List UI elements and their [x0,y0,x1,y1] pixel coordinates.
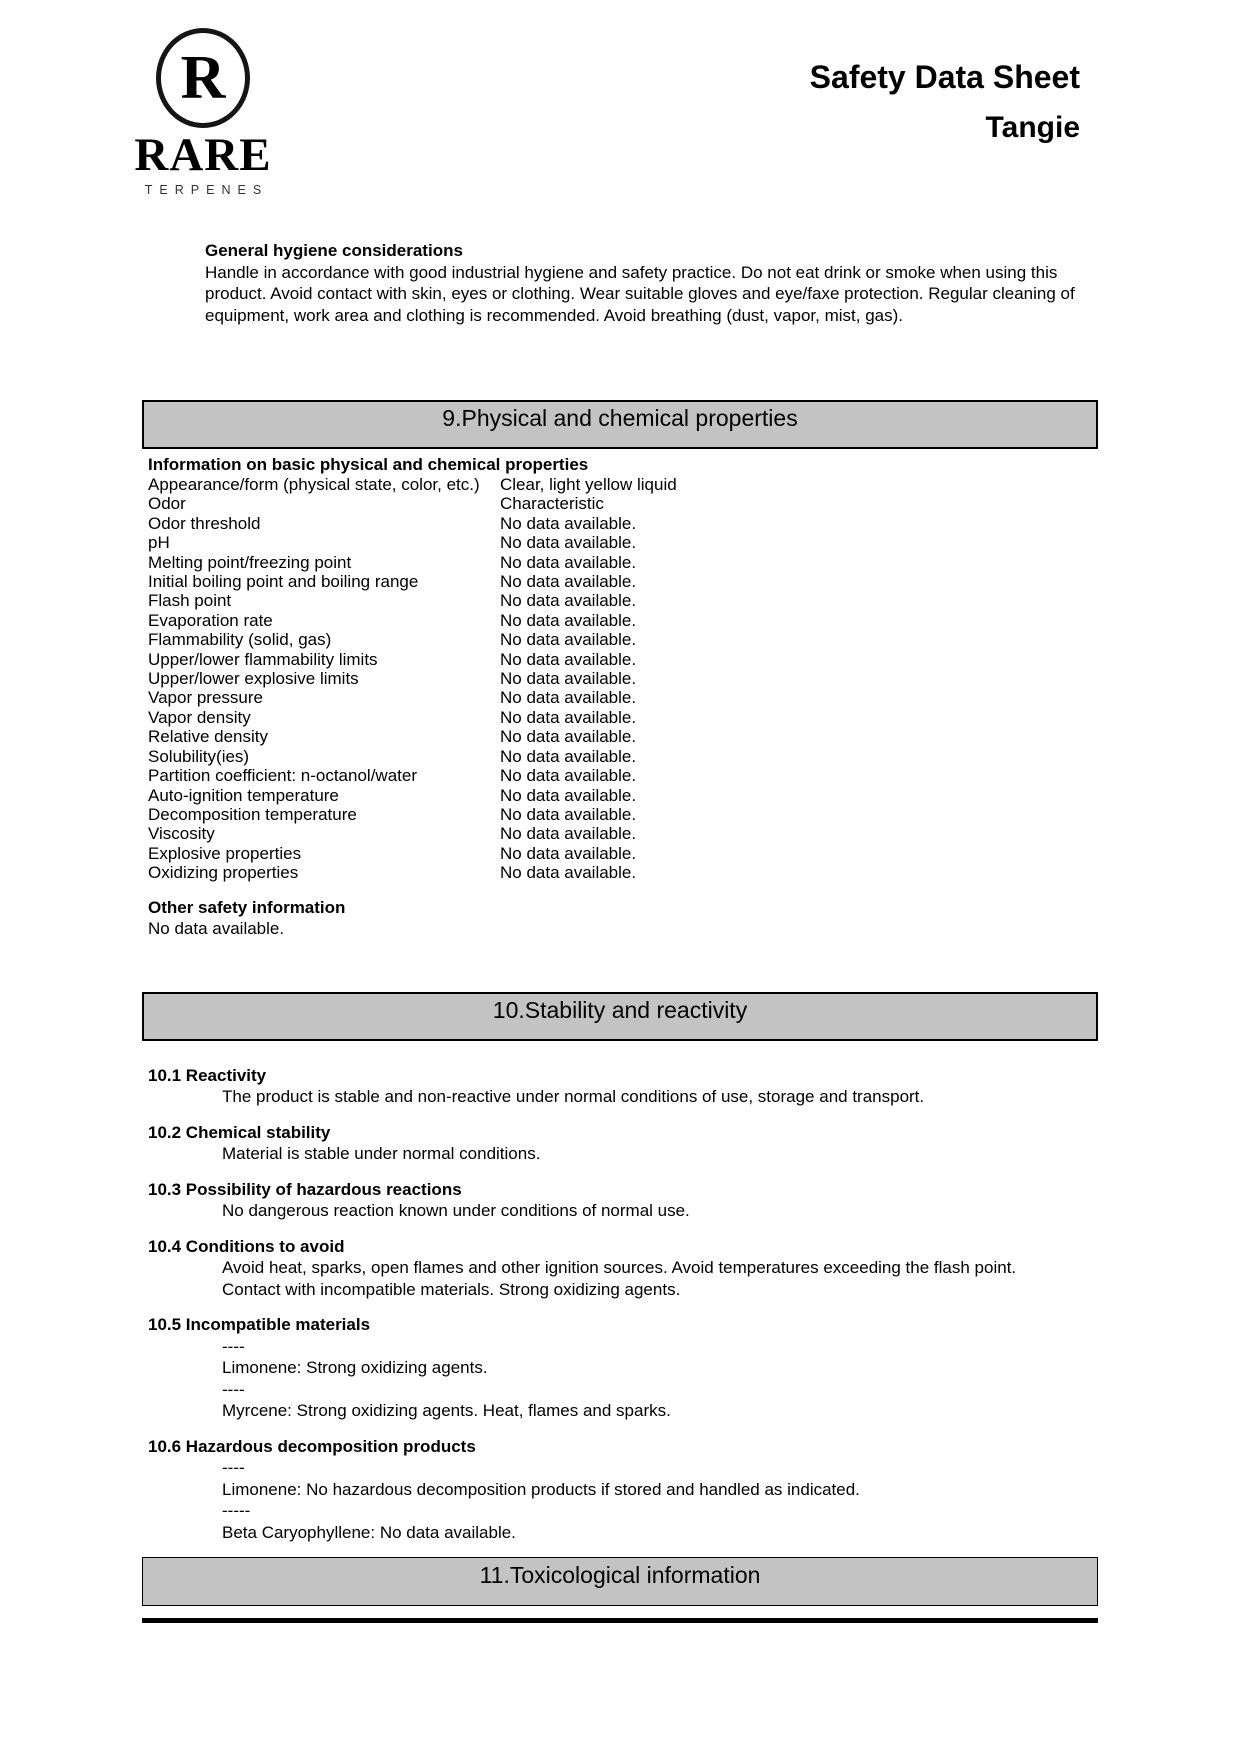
subsection-body [222,1336,1100,1422]
document-title: Safety Data Sheet [809,59,1080,95]
subsection-body [222,1257,1100,1300]
property-row [148,630,1100,649]
property-row [148,572,1100,591]
section-9-title: 9.Physical and chemical properties [442,405,798,431]
property-value: Clear, light yellow liquid [500,475,677,494]
section-10-content [148,1065,1100,1544]
property-label: Auto-ignition temperature [148,785,339,805]
property-label: Vapor pressure [148,688,263,708]
property-row [148,844,1100,863]
hygiene-heading: General hygiene considerations [205,241,463,260]
footer-divider-line [142,1618,1098,1623]
subsection-text-line: No dangerous reaction known under conditions of normal use. [222,1201,690,1221]
subsection-text-line: Avoid heat, sparks, open flames and other ignition sources. Avoid temperatures exceeding the flash point. [222,1258,1017,1278]
property-row [148,786,1100,805]
subsection-body [222,1200,1100,1222]
subsection-text-line: Myrcene: Strong oxidizing agents. Heat, flames and sparks. [222,1401,671,1421]
property-label: Odor threshold [148,513,261,533]
property-row [148,824,1100,843]
property-row [148,533,1100,552]
property-label: Explosive properties [148,843,302,863]
property-value: No data available. [500,824,637,844]
property-row [148,611,1100,630]
property-value: No data available. [500,863,637,883]
logo-letter: R [180,44,226,112]
property-value: No data available. [500,513,637,533]
subsection-heading: 10.6 Hazardous decomposition products [148,1436,476,1456]
property-value: No data available. [500,785,637,805]
subsection-text-line: Limonene: Strong oxidizing agents. [222,1358,488,1378]
other-safety-info-value: No data available. [148,918,285,938]
property-label: Viscosity [148,824,215,844]
property-row [148,688,1100,707]
logo-r-icon [156,28,250,128]
property-row [148,591,1100,610]
product-name: Tangie [985,111,1080,145]
subsection-heading: 10.1 Reactivity [148,1065,267,1085]
property-value: No data available. [500,766,637,786]
subsection-heading: 10.3 Possibility of hazardous reactions [148,1179,462,1199]
subsection [148,1314,1100,1422]
property-row [148,805,1100,824]
subsection-text-line: The product is stable and non-reactive under normal conditions of use, storage and transport. [222,1087,925,1107]
property-value: No data available. [500,688,637,708]
subsection-heading: 10.4 Conditions to avoid [148,1236,345,1256]
property-label: Solubility(ies) [148,746,250,766]
property-value: No data available. [500,591,637,611]
property-label: Initial boiling point and boiling range [148,572,419,592]
property-label: Relative density [148,727,269,747]
property-row [148,514,1100,533]
property-label: pH [148,533,170,553]
property-row [148,747,1100,766]
subsection [148,1236,1100,1301]
section-9-header-bar [142,400,1098,449]
property-value: No data available. [500,630,637,650]
physical-properties-table [148,475,1100,883]
section-11-header-bar [142,1557,1098,1606]
property-value: No data available. [500,649,637,669]
logo-subtitle-text: TERPENES [144,183,269,197]
property-value: No data available. [500,610,637,630]
subsection-heading: 10.5 Incompatible materials [148,1315,371,1335]
property-value: No data available. [500,804,637,824]
subsection-text-line: Beta Caryophyllene: No data available. [222,1522,516,1542]
property-row [148,553,1100,572]
property-value: No data available. [500,552,637,572]
property-label: Flash point [148,591,232,611]
property-label: Appearance/form (physical state, color, etc.) [148,475,480,494]
subsection-text-line: Contact with incompatible materials. Strong oxidizing agents. [222,1279,681,1299]
subsection-text-line: Limonene: No hazardous decomposition products if stored and handled as indicated. [222,1479,860,1499]
subsection-text-line: ---- [222,1336,245,1356]
document-title-block [810,60,1080,144]
property-row [148,708,1100,727]
property-value: No data available. [500,843,637,863]
property-label: Evaporation rate [148,610,273,630]
logo-brand-text: RARE [134,129,272,181]
subsection [148,1122,1100,1165]
section-11-title: 11.Toxicological information [479,1562,761,1589]
property-value: No data available. [500,572,637,592]
subsection-text-line: ---- [222,1379,245,1399]
property-row [148,475,1100,494]
section-10-title: 10.Stability and reactivity [492,996,748,1023]
property-label: Partition coefficient: n-octanol/water [148,766,417,786]
section-10-header-bar [142,992,1098,1041]
subsection-body [222,1457,1100,1543]
property-label: Flammability (solid, gas) [148,630,332,650]
property-value: Characteristic [500,494,604,514]
subsection-body [222,1086,1100,1108]
section-9-subheading: Information on basic physical and chemical properties [148,455,589,474]
property-label: Melting point/freezing point [148,552,352,572]
property-row [148,727,1100,746]
subsection-text-line: ----- [222,1501,251,1521]
property-label: Oxidizing properties [148,863,299,883]
property-value: No data available. [500,746,637,766]
subsection [148,1179,1100,1222]
property-row [148,669,1100,688]
property-label: Vapor density [148,707,251,727]
section-9-content [148,454,1100,939]
property-row [148,863,1100,882]
property-label: Odor [148,494,186,514]
property-row [148,766,1100,785]
subsection-heading: 10.2 Chemical stability [148,1122,331,1142]
hygiene-body-text: Handle in accordance with good industrial hygiene and safety practice. Do not eat drink or smoke when using this product. Avoid contact with skin, eyes or clothing. Wear suitable gloves and eye/faxe protection. Regular cleaning of equipment, work area and clothing is recommended. Avoid breathing (dust, vapor, mist, gas). [205,262,1075,325]
subsection-body [222,1143,1100,1165]
property-label: Decomposition temperature [148,804,357,824]
subsection-text-line: Material is stable under normal conditions. [222,1144,541,1164]
property-label: Upper/lower explosive limits [148,669,359,689]
property-value: No data available. [500,707,637,727]
subsection-text-line: ---- [222,1458,245,1478]
property-row [148,650,1100,669]
property-row [148,494,1100,513]
rare-terpenes-logo [122,28,284,197]
property-value: No data available. [500,669,637,689]
subsection [148,1065,1100,1108]
property-value: No data available. [500,533,637,553]
property-value: No data available. [500,727,637,747]
property-label: Upper/lower flammability limits [148,649,378,669]
subsection [148,1436,1100,1544]
hygiene-considerations-block [205,240,1080,326]
other-safety-info-heading: Other safety information [148,897,346,917]
